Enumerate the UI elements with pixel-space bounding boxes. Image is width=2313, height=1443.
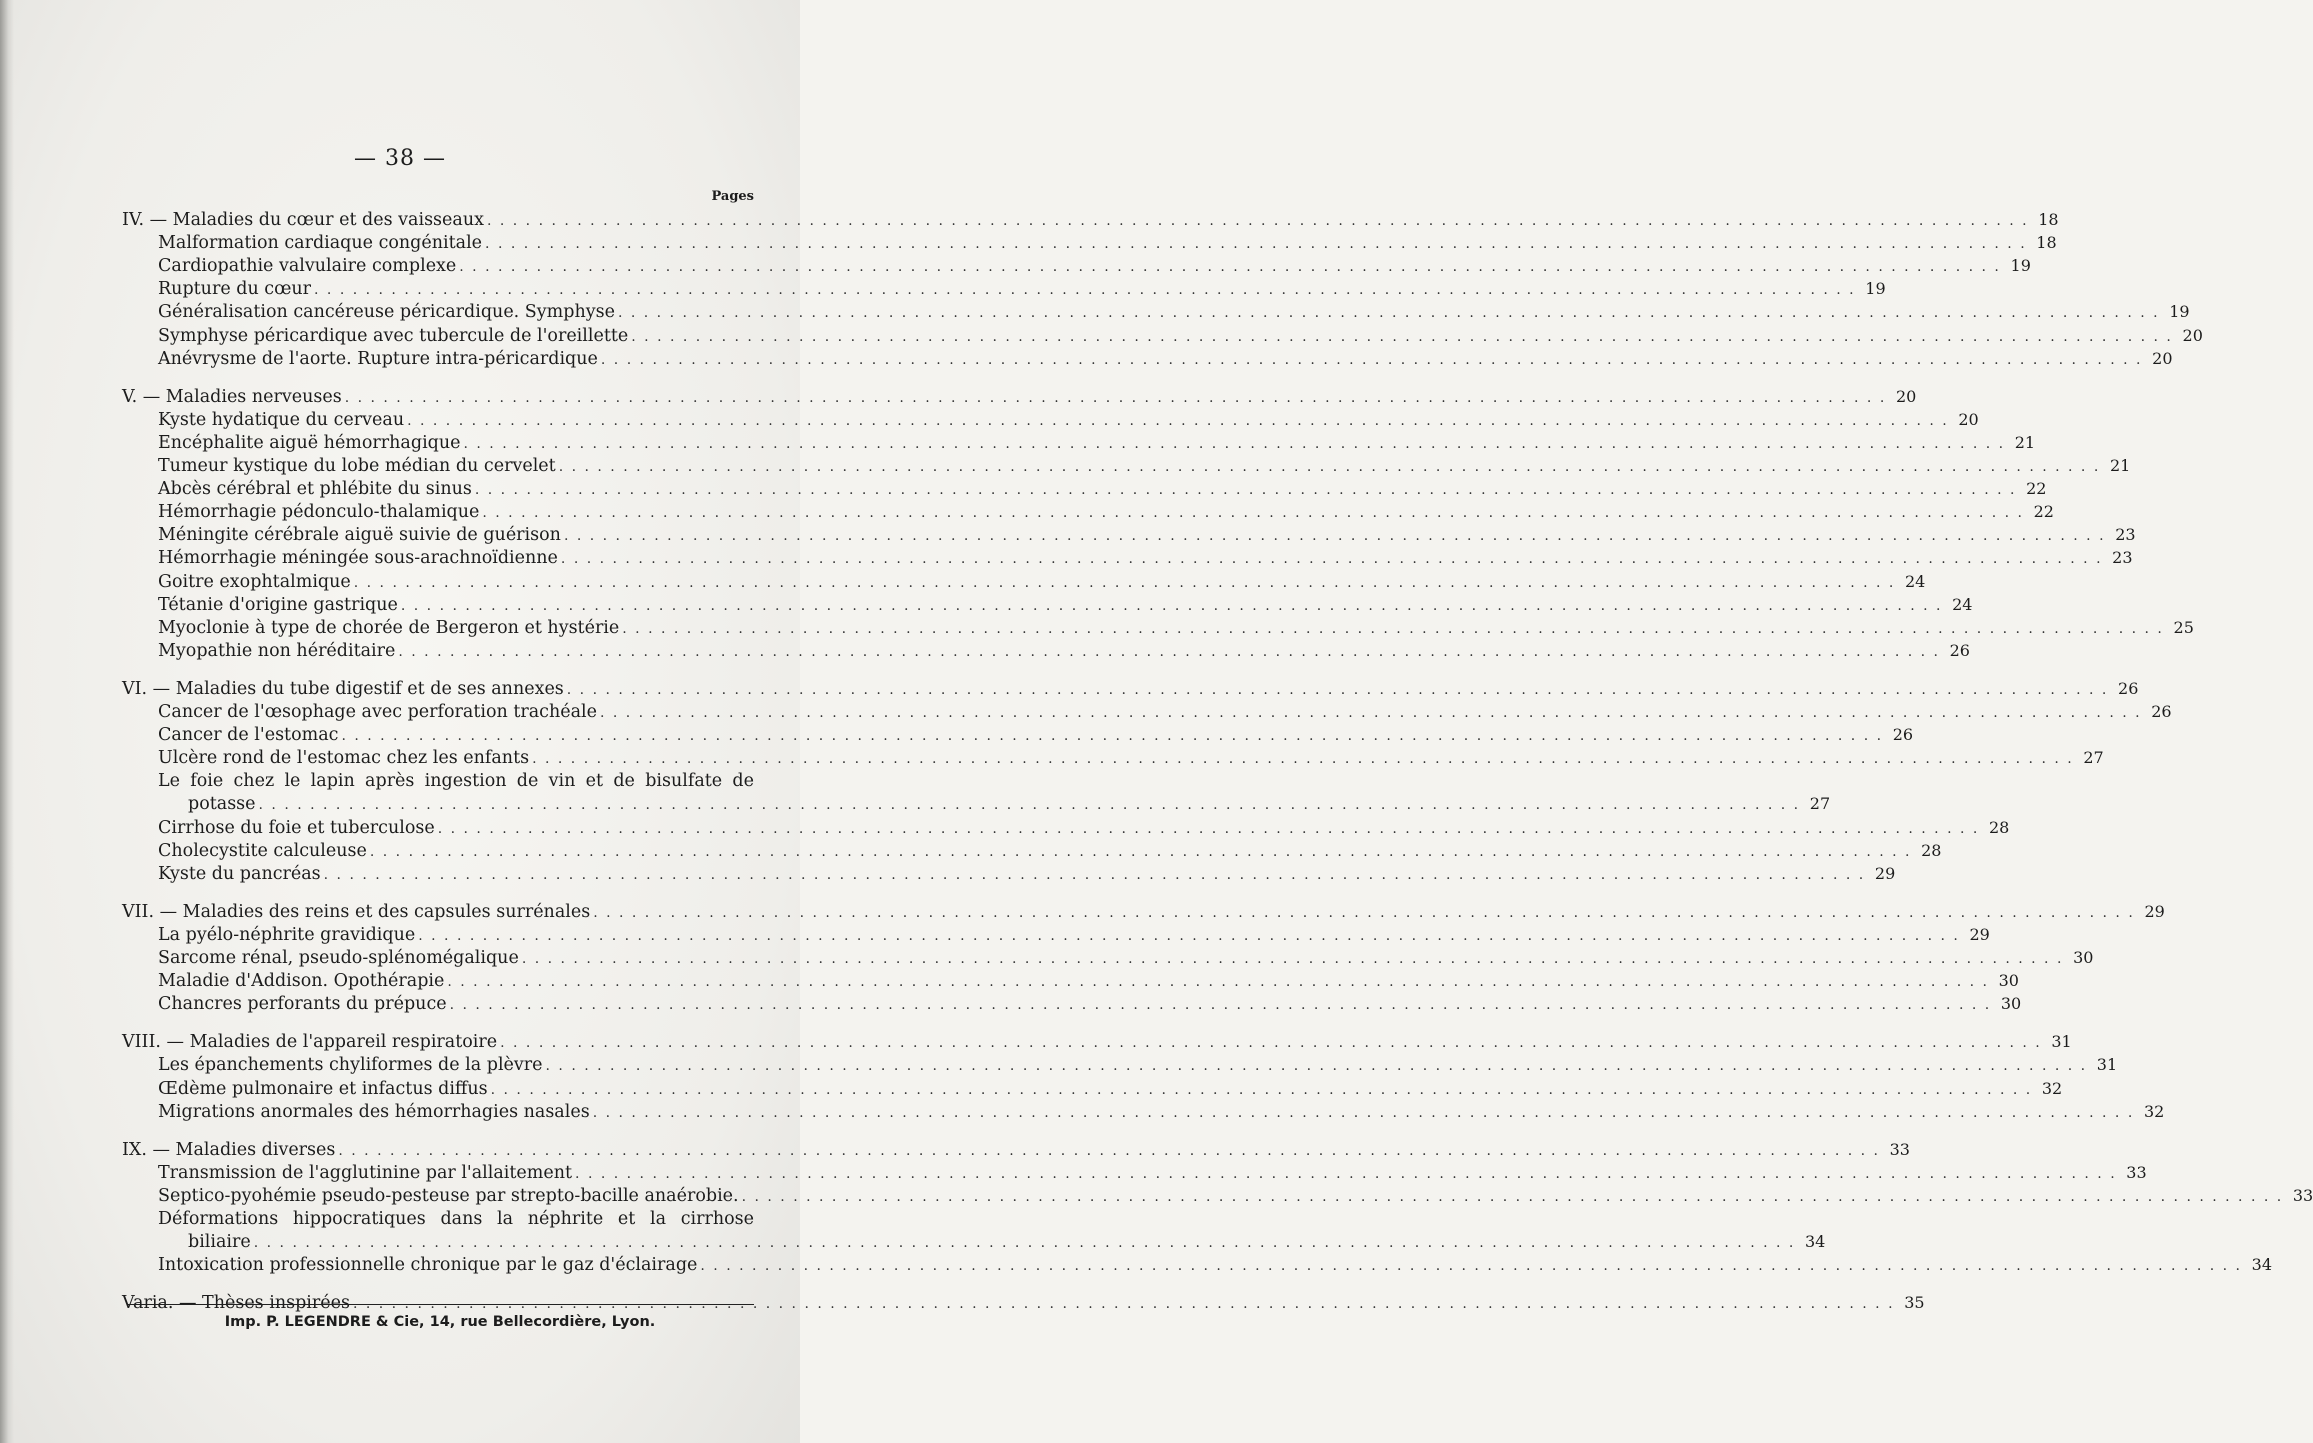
toc-entry-label: Rupture du cœur [158, 279, 312, 300]
toc-entry-page: 29 [1969, 924, 1990, 944]
dot-leader: . . . . . . . . . . . . . . . . . . . . . . . . . . . . . . . . . . . . . . . . . . . . . . . . . . . . . . . . . . . . . . . . . . . . . . . . . . . . . . . . . . . . . . . . . . . . . . . . . . . . . . . . . . . . . . . . . . . . . . . . [369, 843, 1912, 860]
toc-entry [158, 616, 2194, 640]
dot-leader: . . . . . . . . . . . . . . . . . . . . . . . . . . . . . . . . . . . . . . . . . . . . . . . . . . . . . . . . . . . . . . . . . . . . . . . . . . . . . . . . . . . . . . . . . . . . . . . . . . . . . . . . . . . . . . . . . . . . . . . . [617, 305, 2160, 322]
toc-entry-page: 32 [2143, 1101, 2165, 1121]
toc-entry [158, 300, 2190, 324]
dot-leader: . . . . . . . . . . . . . . . . . . . . . . . . . . . . . . . . . . . . . . . . . . . . . . . . . . . . . . . . . . . . . . . . . . . . . . . . . . . . . . . . . . . . . . . . . . . . . . . . . . . . . . . . . . . . . . . . . . . . . . . . [566, 681, 2109, 698]
toc-entry [158, 992, 2022, 1016]
toc-entry [158, 639, 1970, 663]
toc-entry-label: Transmission de l'agglutinine par l'allaitement [158, 1162, 573, 1183]
toc-entry-label: Myoclonie à type de chorée de Bergeron et hystérie [158, 617, 620, 638]
toc-entry-page: 23 [2115, 525, 2136, 545]
toc-entry [158, 1161, 2147, 1185]
toc-entry [158, 923, 1990, 947]
toc-entry [158, 723, 1914, 747]
toc-entry [158, 816, 2010, 840]
toc-entry-page: 18 [2036, 233, 2057, 253]
toc-entry-page: 20 [2182, 325, 2203, 345]
toc-entry-page: 26 [1949, 640, 1970, 660]
toc-entry [158, 969, 2019, 993]
section-heading [122, 900, 2165, 924]
toc-entry-page: 20 [1958, 409, 1979, 429]
toc-entry-label: Intoxication professionnelle chronique par le gaz d'éclairage [158, 1255, 698, 1276]
dot-leader: . . . . . . . . . . . . . . . . . . . . . . . . . . . . . . . . . . . . . . . . . . . . . . . . . . . . . . . . . . . . . . . . . . . . . . . . . . . . . . . . . . . . . . . . . . . . . . . . . . . . . . . . . . . . . . . . . . . . . . . . [700, 1258, 2242, 1275]
dot-leader: . . . . . . . . . . . . . . . . . . . . . . . . . . . . . . . . . . . . . . . . . . . . . . . . . . . . . . . . . . . . . . . . . . . . . . . . . . . . . . . . . . . . . . . . . . . . . . . . . . . . . . . . . . . . . . . . . . . . . . . . [631, 328, 2173, 345]
toc-entry-page: 30 [2073, 948, 2094, 967]
toc-entry-page: 21 [2014, 432, 2036, 452]
toc-entry-page: 24 [1952, 594, 1973, 614]
toc-entry [158, 946, 2094, 970]
dot-leader: . . . . . . . . . . . . . . . . . . . . . . . . . . . . . . . . . . . . . . . . . . . . . . . . . . . . . . . . . . . . . . . . . . . . . . . . . . . . . . . . . . . . . . . . . . . . . . . . . . . . . . . . . . . . . . . . . . . . . . . . [258, 797, 1801, 814]
section-heading-label: IX. — Maladies diverses [122, 1139, 336, 1160]
varia-heading-label: Varia. — Thèses inspirées [122, 1293, 350, 1314]
toc-entry-page: 33 [2292, 1185, 2313, 1205]
toc-entry [158, 277, 1886, 301]
toc-entry-first-line: Le foie chez le lapin après ingestion de vin et de bisulfate de [158, 771, 754, 792]
dot-leader: . . . . . . . . . . . . . . . . . . . . . . . . . . . . . . . . . . . . . . . . . . . . . . . . . . . . . . . . . . . . . . . . . . . . . . . . . . . . . . . . . . . . . . . . . . . . . . . . . . . . . . . . . . . . . . . . . . . . . . . . [545, 1058, 2088, 1075]
toc-entry-label: Migrations anormales des hémorrhagies nasales [158, 1101, 590, 1122]
toc-entry-first-line: Déformations hippocratiques dans la néphrite et la cirrhose [158, 1209, 754, 1229]
toc-entry-page: 33 [2126, 1162, 2147, 1182]
toc-entry-label: Généralisation cancéreuse péricardique. Symphyse [158, 302, 615, 323]
toc-entry-label: Ulcère rond de l'estomac chez les enfants [158, 748, 530, 769]
toc-entry [188, 792, 1831, 816]
toc-entry [158, 593, 1973, 617]
toc-entry [158, 1100, 2165, 1124]
dot-leader: . . . . . . . . . . . . . . . . . . . . . . . . . . . . . . . . . . . . . . . . . . . . . . . . . . . . . . . . . . . . . . . . . . . . . . . . . . . . . . . . . . . . . . . . . . . . . . . . . . . . . . . . . . . . . . . . . . . . . . . . [592, 1104, 2135, 1121]
toc-entry-page: 26 [1892, 725, 1914, 745]
toc-entry-label: Hémorrhagie pédonculo-thalamique [158, 502, 480, 523]
varia-heading-page: 35 [1904, 1293, 1925, 1313]
dot-leader: . . . . . . . . . . . . . . . . . . . . . . . . . . . . . . . . . . . . . . . . . . . . . . . . . . . . . . . . . . . . . . . . . . . . . . . . . . . . . . . . . . . . . . . . . . . . . . . . . . . . . . . . . . . . . . . . . . . . . . . . [407, 412, 1949, 429]
toc-entry-page: 22 [2026, 479, 2047, 499]
toc-entry-label: Maladie d'Addison. Opothérapie [158, 971, 445, 992]
toc-entry-page: 19 [1865, 279, 1886, 299]
toc-entry [158, 570, 1926, 594]
dot-leader: . . . . . . . . . . . . . . . . . . . . . . . . . . . . . . . . . . . . . . . . . . . . . . . . . . . . . . . . . . . . . . . . . . . . . . . . . . . . . . . . . . . . . . . . . . . . . . . . . . . . . . . . . . . . . . . . . . . . . . . . [485, 236, 2027, 253]
toc-entry-label: Anévrysme de l'aorte. Rupture intra-péricardique [158, 348, 598, 369]
footer-rule [128, 1304, 754, 1305]
dot-leader: . . . . . . . . . . . . . . . . . . . . . . . . . . . . . . . . . . . . . . . . . . . . . . . . . . . . . . . . . . . . . . . . . . . . . . . . . . . . . . . . . . . . . . . . . . . . . . . . . . . . . . . . . . . . . . . . . . . . . . . . [521, 951, 2064, 967]
dot-leader: . . . . . . . . . . . . . . . . . . . . . . . . . . . . . . . . . . . . . . . . . . . . . . . . . . . . . . . . . . . . . . . . . . . . . . . . . . . . . . . . . . . . . . . . . . . . . . . . . . . . . . . . . . . . . . . . . . . . . . . . [600, 351, 2143, 368]
toc-entry-label: Méningite cérébrale aiguë suivie de guérison [158, 525, 561, 546]
section-heading-label: V. — Maladies nerveuses [122, 386, 342, 407]
section-heading-page: 18 [2038, 210, 2059, 229]
dot-leader: . . . . . . . . . . . . . . . . . . . . . . . . . . . . . . . . . . . . . . . . . . . . . . . . . . . . . . . . . . . . . . . . . . . . . . . . . . . . . . . . . . . . . . . . . . . . . . . . . . . . . . . . . . . . . . . . . . . . . . . . [500, 1035, 2042, 1052]
section-heading [122, 385, 1917, 409]
dot-leader: . . . . . . . . . . . . . . . . . . . . . . . . . . . . . . . . . . . . . . . . . . . . . . . . . . . . . . . . . . . . . . . . . . . . . . . . . . . . . . . . . . . . . . . . . . . . . . . . . . . . . . . . . . . . . . . . . . . . . . . . [593, 904, 2135, 921]
toc-entry [158, 254, 2031, 278]
toc-entry [158, 408, 1979, 432]
toc-entry [158, 700, 2172, 724]
toc-entry-label: Hémorrhagie méningée sous-arachnoïdienne [158, 548, 558, 569]
toc-entry-label: Goitre exophtalmique [158, 571, 351, 592]
toc-entry-label: Malformation cardiaque congénitale [158, 233, 483, 254]
dot-leader: . . . . . . . . . . . . . . . . . . . . . . . . . . . . . . . . . . . . . . . . . . . . . . . . . . . . . . . . . . . . . . . . . . . . . . . . . . . . . . . . . . . . . . . . . . . . . . . . . . . . . . . . . . . . . . . . . . . . . . . . [449, 997, 1992, 1014]
toc-entry-label: Abcès cérébral et phlébite du sinus [158, 479, 472, 500]
toc-entry-label: La pyélo-néphrite gravidique [158, 924, 416, 945]
toc-entry-label: Les épanchements chyliformes de la plèvre [158, 1055, 543, 1076]
dot-leader: . . . . . . . . . . . . . . . . . . . . . . . . . . . . . . . . . . . . . . . . . . . . . . . . . . . . . . . . . . . . . . . . . . . . . . . . . . . . . . . . . . . . . . . . . . . . . . . . . . . . . . . . . . . . . . . . . . . . . . . . [314, 282, 1856, 299]
toc-entry [158, 862, 1896, 886]
toc-entry [158, 1053, 2118, 1077]
section-heading-label: IV. — Maladies du cœur et des vaisseaux [122, 210, 484, 230]
dot-leader: . . . . . . . . . . . . . . . . . . . . . . . . . . . . . . . . . . . . . . . . . . . . . . . . . . . . . . . . . . . . . . . . . . . . . . . . . . . . . . . . . . . . . . . . . . . . . . . . . . . . . . . . . . . . . . . . . . . . . . . . [482, 505, 2024, 522]
toc-entry [158, 324, 2203, 348]
toc-entry [158, 500, 2054, 524]
section-heading [122, 1030, 2072, 1054]
toc-entry-page: 27 [2083, 748, 2104, 768]
toc-entry-page: 19 [2169, 302, 2190, 322]
toc-entry [158, 523, 2136, 547]
toc-entry [188, 1230, 1826, 1254]
toc-entry [158, 1077, 2063, 1101]
toc-entry-label: Œdème pulmonaire et infactus diffus [158, 1078, 488, 1099]
toc-entry [158, 546, 2133, 570]
section-heading-label: VI. — Maladies du tube digestif et de ses annexes [122, 678, 564, 699]
toc-entry-label: Tumeur kystique du lobe médian du cervelet [158, 456, 556, 476]
toc-entry-label: Cardiopathie valvulaire complexe [158, 256, 457, 277]
toc-entry [158, 746, 2104, 770]
toc-entry-page: 28 [1921, 840, 1942, 860]
toc-entry-page: 20 [2152, 348, 2173, 368]
toc-entry-page: 21 [2109, 456, 2131, 475]
dot-leader: . . . . . . . . . . . . . . . . . . . . . . . . . . . . . . . . . . . . . . . . . . . . . . . . . . . . . . . . . . . . . . . . . . . . . . . . . . . . . . . . . . . . . . . . . . . . . . . . . . . . . . . . . . . . . . . . . . . . . . . . [398, 643, 1940, 660]
dot-leader: . . . . . . . . . . . . . . . . . . . . . . . . . . . . . . . . . . . . . . . . . . . . . . . . . . . . . . . . . . . . . . . . . . . . . . . . . . . . . . . . . . . . . . . . . . . . . . . . . . . . . . . . . . . . . . . . . . . . . . . . [418, 927, 1960, 944]
toc-entry-label: Kyste hydatique du cerveau [158, 409, 405, 430]
toc-entry-label: Myopathie non héréditaire [158, 640, 396, 661]
dot-leader: . . . . . . . . . . . . . . . . . . . . . . . . . . . . . . . . . . . . . . . . . . . . . . . . . . . . . . . . . . . . . . . . . . . . . . . . . . . . . . . . . . . . . . . . . . . . . . . . . . . . . . . . . . . . . . . . . . . . . . . . [323, 866, 1866, 883]
pages-column-label: Pages [711, 189, 754, 204]
toc-entry-label: Encéphalite aiguë hémorrhagique [158, 432, 461, 453]
toc-entry-label: Cancer de l'estomac [158, 725, 339, 746]
section-heading [122, 1138, 1910, 1162]
dot-leader: . . . . . . . . . . . . . . . . . . . . . . . . . . . . . . . . . . . . . . . . . . . . . . . . . . . . . . . . . . . . . . . . . . . . . . . . . . . . . . . . . . . . . . . . . . . . . . . . . . . . . . . . . . . . . . . . . . . . . . . . [338, 1142, 1880, 1159]
toc-entry-label: biliaire [188, 1232, 251, 1253]
toc-entry [158, 347, 2173, 371]
dot-leader: . . . . . . . . . . . . . . . . . . . . . . . . . . . . . . . . . . . . . . . . . . . . . . . . . . . . . . . . . . . . . . . . . . . . . . . . . . . . . . . . . . . . . . . . . . . . . . . . . . . . . . . . . . . . . . . . . . . . . . . . [344, 389, 1887, 406]
dot-leader: . . . . . . . . . . . . . . . . . . . . . . . . . . . . . . . . . . . . . . . . . . . . . . . . . . . . . . . . . . . . . . . . . . . . . . . . . . . . . . . . . . . . . . . . . . . . . . . . . . . . . . . . . . . . . . . . . . . . . . . . [437, 820, 1980, 837]
dot-leader: . . . . . . . . . . . . . . . . . . . . . . . . . . . . . . . . . . . . . . . . . . . . . . . . . . . . . . . . . . . . . . . . . . . . . . . . . . . . . . . . . . . . . . . . . . . . . . . . . . . . . . . . . . . . . . . . . . . . . . . . [563, 528, 2106, 545]
section-heading-page: 33 [1889, 1139, 1910, 1159]
section-heading-page: 26 [2118, 678, 2139, 698]
dot-leader: . . . . . . . . . . . . . . . . . . . . . . . . . . . . . . . . . . . . . . . . . . . . . . . . . . . . . . . . . . . . . . . . . . . . . . . . . . . . . . . . . . . . . . . . . . . . . . . . . . . . . . . . . . . . . . . . . . . . . . . . [560, 551, 2103, 568]
dot-leader: . . . . . . . . . . . . . . . . . . . . . . . . . . . . . . . . . . . . . . . . . . . . . . . . . . . . . . . . . . . . . . . . . . . . . . . . . . . . . . . . . . . . . . . . . . . . . . . . . . . . . . . . . . . . . . . . . . . . . . . . [474, 482, 2017, 499]
section-heading-label: VII. — Maladies des reins et des capsules surrénales [122, 901, 591, 922]
dot-leader: . . . . . . . . . . . . . . . . . . . . . . . . . . . . . . . . . . . . . . . . . . . . . . . . . . . . . . . . . . . . . . . . . . . . . . . . . . . . . . . . . . . . . . . . . . . . . . . . . . . . . . . . . . . . . . . . . . . . . . . . [463, 435, 2006, 452]
toc-entry [158, 231, 2057, 255]
section-heading-label: VIII. — Maladies de l'appareil respiratoire [122, 1032, 498, 1053]
toc-entry-label: Sarcome rénal, pseudo-splénomégalique [158, 948, 519, 968]
dot-leader: . . . . . . . . . . . . . . . . . . . . . . . . . . . . . . . . . . . . . . . . . . . . . . . . . . . . . . . . . . . . . . . . . . . . . . . . . . . . . . . . . . . . . . . . . . . . . . . . . . . . . . . . . . . . . . . . . . . . . . . . [575, 1165, 2117, 1182]
dot-leader: . . . . . . . . . . . . . . . . . . . . . . . . . . . . . . . . . . . . . . . . . . . . . . . . . . . . . . . . . . . . . . . . . . . . . . . . . . . . . . . . . . . . . . . . . . . . . . . . . . . . . . . . . . . . . . . . . . . . . . . . [486, 213, 2029, 229]
toc-entry [158, 431, 2036, 455]
toc-entry-label: Septico-pyohémie pseudo-pesteuse par strepto-bacille anaérobie. [158, 1185, 739, 1206]
section-heading-page: 31 [2051, 1032, 2072, 1052]
toc-entry-page: 29 [1874, 863, 1896, 883]
toc-entry-label: Cirrhose du foie et tuberculose [158, 817, 435, 838]
section-heading [122, 208, 2059, 232]
dot-leader: . . . . . . . . . . . . . . . . . . . . . . . . . . . . . . . . . . . . . . . . . . . . . . . . . . . . . . . . . . . . . . . . . . . . . . . . . . . . . . . . . . . . . . . . . . . . . . . . . . . . . . . . . . . . . . . . . . . . . . . . [400, 597, 1943, 614]
toc-entry [158, 477, 2047, 501]
toc-entry-label: Tétanie d'origine gastrique [158, 594, 398, 615]
toc-entry-page: 30 [2000, 994, 2022, 1014]
dot-leader: . . . . . . . . . . . . . . . . . . . . . . . . . . . . . . . . . . . . . . . . . . . . . . . . . . . . . . . . . . . . . . . . . . . . . . . . . . . . . . . . . . . . . . . . . . . . . . . . . . . . . . . . . . . . . . . . . . . . . . . . [459, 259, 2001, 276]
toc-entry [158, 1253, 2272, 1277]
section-heading-page: 20 [1895, 386, 1917, 406]
toc-entry [158, 839, 1942, 863]
toc-entry-label: Kyste du pancréas [158, 863, 321, 884]
toc-entry-label: Cholecystite calculeuse [158, 840, 367, 861]
page-number: — 38 — [354, 146, 446, 171]
dot-leader: . . . . . . . . . . . . . . . . . . . . . . . . . . . . . . . . . . . . . . . . . . . . . . . . . . . . . . . . . . . . . . . . . . . . . . . . . . . . . . . . . . . . . . . . . . . . . . . . . . . . . . . . . . . . . . . . . . . . . . . . [490, 1081, 2033, 1098]
dot-leader: . . . . . . . . . . . . . . . . . . . . . . . . . . . . . . . . . . . . . . . . . . . . . . . . . . . . . . . . . . . . . . . . . . . . . . . . . . . . . . . . . . . . . . . . . . . . . . . . . . . . . . . . . . . . . . . . . . . . . . . . [532, 751, 2074, 768]
toc-entry-page: 31 [2096, 1055, 2118, 1075]
toc-entry-page: 30 [1998, 971, 2019, 991]
toc-entry-page: 23 [2112, 548, 2133, 568]
toc-entry-page: 28 [1988, 817, 2010, 837]
dot-leader: . . . . . . . . . . . . . . . . . . . . . . . . . . . . . . . . . . . . . . . . . . . . . . . . . . . . . . . . . . . . . . . . . . . . . . . . . . . . . . . . . . . . . . . . . . . . . . . . . . . . . . . . . . . . . . . . . . . . . . . . [741, 1188, 2284, 1205]
dot-leader: . . . . . . . . . . . . . . . . . . . . . . . . . . . . . . . . . . . . . . . . . . . . . . . . . . . . . . . . . . . . . . . . . . . . . . . . . . . . . . . . . . . . . . . . . . . . . . . . . . . . . . . . . . . . . . . . . . . . . . . . [622, 620, 2164, 637]
toc-entry-page: 19 [2010, 256, 2031, 276]
toc-entry [158, 1184, 2313, 1208]
toc-entry-label: potasse [188, 794, 256, 815]
dot-leader: . . . . . . . . . . . . . . . . . . . . . . . . . . . . . . . . . . . . . . . . . . . . . . . . . . . . . . . . . . . . . . . . . . . . . . . . . . . . . . . . . . . . . . . . . . . . . . . . . . . . . . . . . . . . . . . . . . . . . . . . [352, 1296, 1895, 1313]
dot-leader: . . . . . . . . . . . . . . . . . . . . . . . . . . . . . . . . . . . . . . . . . . . . . . . . . . . . . . . . . . . . . . . . . . . . . . . . . . . . . . . . . . . . . . . . . . . . . . . . . . . . . . . . . . . . . . . . . . . . . . . . [447, 974, 1989, 991]
section-heading-page: 29 [2144, 901, 2165, 921]
dot-leader: . . . . . . . . . . . . . . . . . . . . . . . . . . . . . . . . . . . . . . . . . . . . . . . . . . . . . . . . . . . . . . . . . . . . . . . . . . . . . . . . . . . . . . . . . . . . . . . . . . . . . . . . . . . . . . . . . . . . . . . . [341, 728, 1884, 745]
dot-leader: . . . . . . . . . . . . . . . . . . . . . . . . . . . . . . . . . . . . . . . . . . . . . . . . . . . . . . . . . . . . . . . . . . . . . . . . . . . . . . . . . . . . . . . . . . . . . . . . . . . . . . . . . . . . . . . . . . . . . . . . [558, 459, 2101, 475]
toc-entry-page: 25 [2173, 617, 2194, 637]
toc-entry-page: 26 [2151, 702, 2172, 721]
toc-entry-label: Symphyse péricardique avec tubercule de l'oreillette [158, 325, 629, 346]
toc-entry [158, 454, 2131, 478]
dot-leader: . . . . . . . . . . . . . . . . . . . . . . . . . . . . . . . . . . . . . . . . . . . . . . . . . . . . . . . . . . . . . . . . . . . . . . . . . . . . . . . . . . . . . . . . . . . . . . . . . . . . . . . . . . . . . . . . . . . . . . . . [599, 705, 2142, 721]
section-heading [122, 677, 2139, 701]
dot-leader: . . . . . . . . . . . . . . . . . . . . . . . . . . . . . . . . . . . . . . . . . . . . . . . . . . . . . . . . . . . . . . . . . . . . . . . . . . . . . . . . . . . . . . . . . . . . . . . . . . . . . . . . . . . . . . . . . . . . . . . . [253, 1235, 1796, 1252]
toc-entry-page: 32 [2041, 1078, 2063, 1098]
toc-entry-page: 27 [1809, 794, 1831, 814]
toc-entry-page: 22 [2033, 502, 2054, 522]
toc-entry-page: 34 [2251, 1255, 2272, 1275]
toc-entry-page: 34 [1805, 1232, 1826, 1252]
printer-imprint: Imp. P. LEGENDRE & Cie, 14, rue Bellecordière, Lyon. [224, 1314, 656, 1330]
toc-entry-label: Chancres perforants du prépuce [158, 994, 447, 1015]
dot-leader: . . . . . . . . . . . . . . . . . . . . . . . . . . . . . . . . . . . . . . . . . . . . . . . . . . . . . . . . . . . . . . . . . . . . . . . . . . . . . . . . . . . . . . . . . . . . . . . . . . . . . . . . . . . . . . . . . . . . . . . . [353, 574, 1896, 591]
toc-entry-label: Cancer de l'œsophage avec perforation trachéale [158, 702, 597, 722]
toc-entry-page: 24 [1905, 571, 1926, 591]
